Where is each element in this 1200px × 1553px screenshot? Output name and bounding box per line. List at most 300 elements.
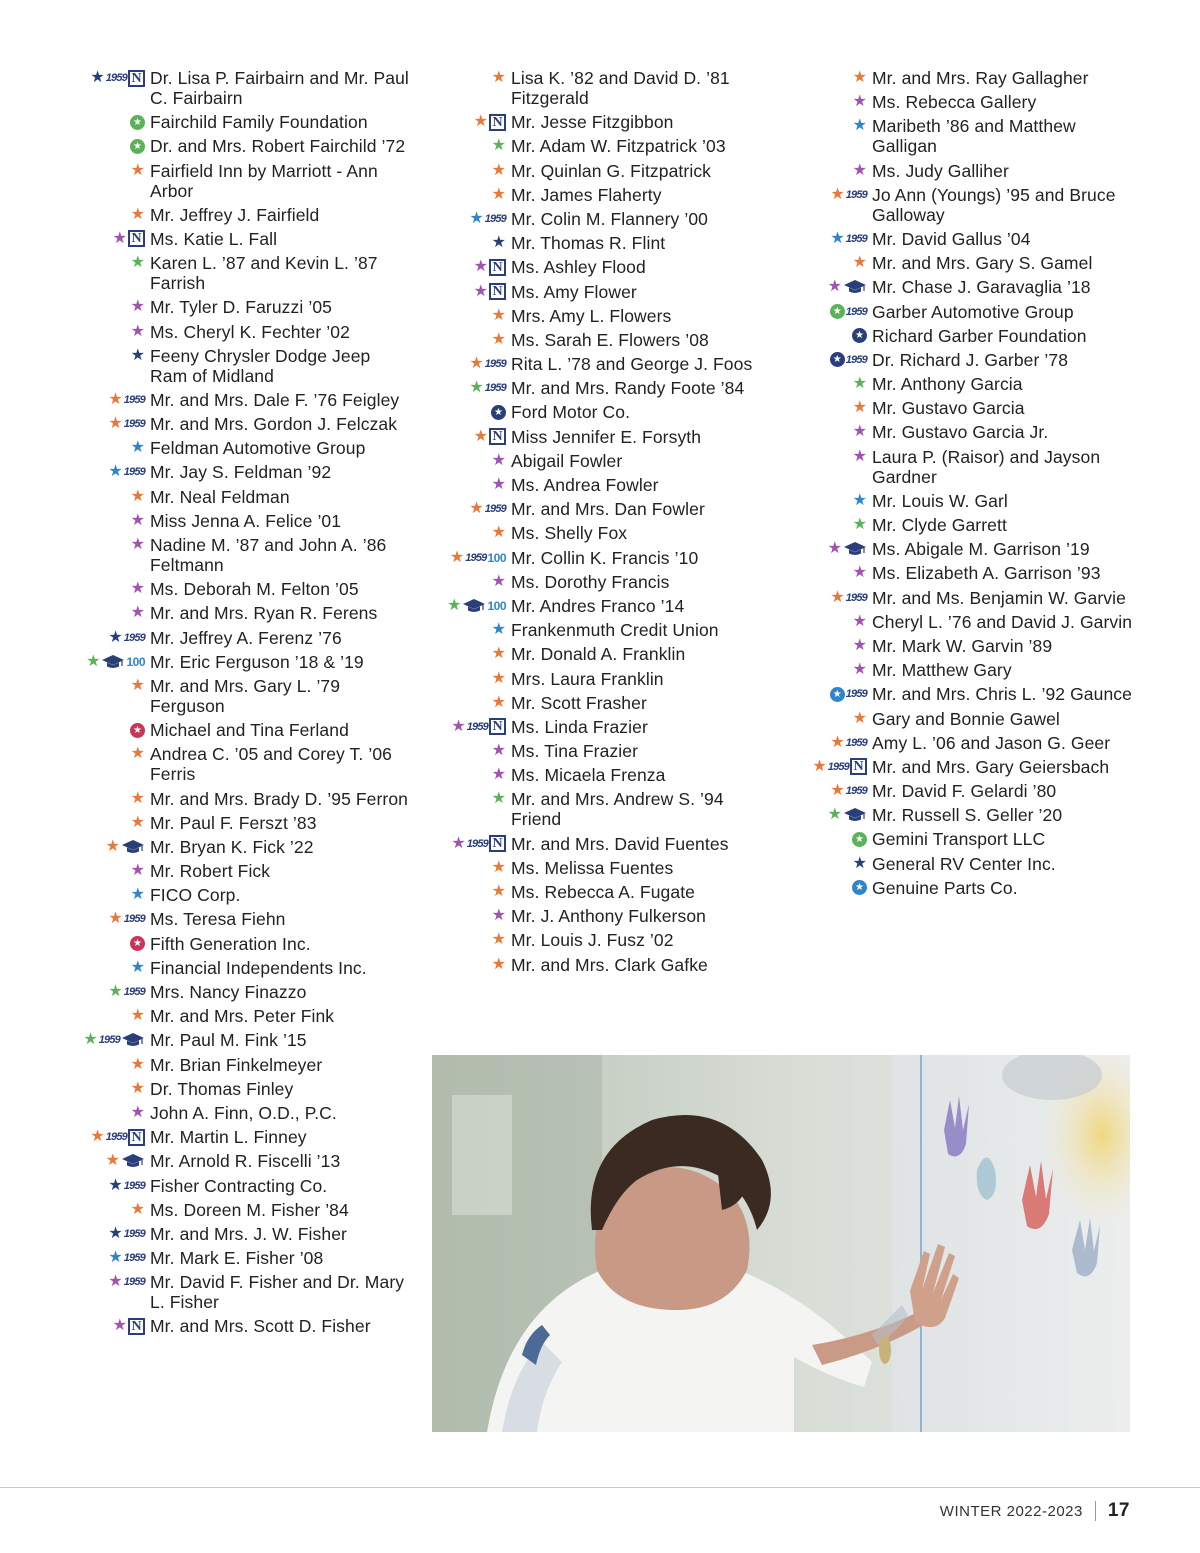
donor-name: Mr. Eric Ferguson ’18 & ’19 (150, 651, 364, 672)
donor-icons (62, 1316, 150, 1336)
donor-entry (62, 982, 412, 1002)
donor-entry (62, 1224, 412, 1244)
1959-society-badge: 1959 (845, 188, 867, 201)
star-icon-orange: ★ (491, 306, 506, 324)
donor-icons (423, 930, 511, 950)
donor-icons (62, 934, 150, 954)
donor-entry (62, 837, 412, 857)
donor-name: Mr. and Mrs. Dale F. ’76 Feigley (150, 389, 400, 410)
graduation-cap-icon (101, 654, 125, 670)
donor-name: Ms. Amy Flower (511, 281, 637, 302)
donor-name: Mr. Robert Fick (150, 861, 271, 882)
100-badge: 100 (487, 598, 506, 613)
donor-icons (784, 709, 872, 729)
donor-entry (62, 1079, 412, 1099)
star-icon-green: ★ (447, 596, 462, 614)
donor-name: Mr. and Mrs. Gary Geiersbach (872, 756, 1110, 777)
donor-entry (423, 427, 773, 447)
star-icon-purple: ★ (852, 612, 867, 630)
donor-name: Rita L. ’78 and George J. Foos (511, 354, 753, 375)
graduation-cap-icon (121, 839, 145, 855)
graduation-cap-icon (843, 807, 867, 823)
donor-name: Genuine Parts Co. (872, 877, 1018, 898)
100-badge: 100 (126, 654, 145, 669)
donor-column-3 (784, 68, 1134, 902)
donor-icons (423, 161, 511, 181)
donor-icons (784, 277, 872, 297)
donor-entry (62, 958, 412, 978)
1959-society-badge: 1959 (484, 503, 506, 516)
donor-icons (784, 757, 872, 777)
donor-name: Maribeth ’86 and Matthew Galligan (872, 116, 1076, 157)
donor-column-2 (423, 68, 773, 979)
1959-society-badge: 1959 (484, 382, 506, 395)
donor-entry (423, 112, 773, 132)
donor-entry (423, 68, 773, 108)
donor-icons (62, 1055, 150, 1075)
donor-icons (62, 885, 150, 905)
donor-name: Amy L. ’06 and Jason G. Geer (872, 732, 1111, 753)
donor-name: Mr. Jeffrey J. Fairfield (150, 204, 320, 225)
donor-icons (62, 535, 150, 555)
star-icon-green: ★ (852, 375, 867, 393)
donor-name: Mr. David F. Gelardi ’80 (872, 781, 1057, 802)
donor-entry (784, 684, 1134, 704)
donor-icons (784, 422, 872, 442)
donor-icons (62, 390, 150, 410)
star-icon-green: ★ (827, 806, 842, 824)
donor-icons (62, 462, 150, 482)
donor-entry (423, 741, 773, 761)
star-icon-orange: ★ (105, 837, 120, 855)
donor-name: Mr. and Mrs. Gary L. ’79 Ferguson (150, 675, 341, 716)
star-icon-purple: ★ (108, 1273, 123, 1291)
donor-icons (784, 350, 872, 370)
star-icon-orange: ★ (105, 1152, 120, 1170)
donor-icons (62, 958, 150, 978)
donor-icons (423, 906, 511, 926)
donor-icons (423, 858, 511, 878)
donor-icons (423, 596, 511, 616)
donor-entry (62, 1316, 412, 1336)
donor-entry (784, 350, 1134, 370)
1959-society-badge: 1959 (466, 720, 488, 733)
star-icon-purple: ★ (130, 298, 145, 316)
donor-name: Mrs. Nancy Finazzo (150, 982, 307, 1002)
donor-name: Mr. Anthony Garcia (872, 374, 1023, 395)
donor-icons (423, 741, 511, 761)
donor-icons (784, 539, 872, 559)
star-icon-orange: ★ (830, 588, 845, 606)
star-icon-blue: ★ (130, 439, 145, 457)
donor-icons (784, 854, 872, 874)
circled-star-icon-green: ★ (830, 304, 845, 319)
donor-icons (62, 1248, 150, 1268)
1959-society-badge: 1959 (98, 1034, 120, 1047)
star-icon-green: ★ (491, 137, 506, 155)
donor-name: Jo Ann (Youngs) ’95 and Bruce Galloway (872, 184, 1116, 225)
1959-society-badge: 1959 (123, 1252, 145, 1265)
star-icon-purple: ★ (473, 258, 488, 276)
donor-icons (423, 765, 511, 785)
donor-icons (62, 68, 150, 88)
star-icon-purple: ★ (451, 717, 466, 735)
donor-entry (423, 693, 773, 713)
star-icon-orange: ★ (830, 782, 845, 800)
donor-icons (423, 209, 511, 229)
donor-icons (784, 684, 872, 704)
1959-society-badge: 1959 (827, 760, 849, 773)
donor-name: Financial Independents Inc. (150, 957, 367, 978)
donor-entry (423, 596, 773, 616)
donor-name: Mr. Gustavo Garcia (872, 398, 1025, 419)
donor-name: Mr. Colin M. Flannery ’00 (511, 208, 709, 229)
donor-entry (62, 511, 412, 531)
star-icon-orange: ★ (108, 415, 123, 433)
donor-name: Miss Jenna A. Felice ’01 (150, 510, 342, 531)
donor-entry (784, 781, 1134, 801)
donor-name: Mr. Gustavo Garcia Jr. (872, 422, 1049, 443)
graduation-cap-icon (843, 279, 867, 295)
donor-entry (423, 789, 773, 829)
donor-name: Fisher Contracting Co. (150, 1175, 328, 1196)
donor-entry (62, 909, 412, 929)
footer-separator (1095, 1501, 1096, 1521)
donor-name: Mr. and Mrs. Chris L. ’92 Gaunce (872, 684, 1132, 705)
donor-entry (62, 1127, 412, 1147)
donor-icons (62, 1151, 150, 1171)
star-icon-orange: ★ (491, 330, 506, 348)
donor-entry (423, 620, 773, 640)
star-icon-green: ★ (86, 652, 101, 670)
donor-entry (784, 302, 1134, 322)
1959-society-badge: 1959 (123, 393, 145, 406)
donor-name: Mr. Bryan K. Fick ’22 (150, 836, 314, 857)
donor-icons (62, 837, 150, 857)
donor-name: Mr. and Ms. Benjamin W. Garvie (872, 587, 1126, 608)
star-icon-orange: ★ (812, 757, 827, 775)
1959-society-badge: 1959 (845, 353, 867, 366)
donor-icons (62, 1200, 150, 1220)
donor-icons (423, 644, 511, 664)
student-handprint-photo (432, 1055, 1130, 1432)
donor-icons (62, 909, 150, 929)
donor-name: Mr. and Mrs. David Fuentes (511, 833, 729, 854)
donor-entry (784, 878, 1134, 898)
donor-name: Mr. and Mrs. Randy Foote ’84 (511, 378, 745, 399)
donor-icons (784, 491, 872, 511)
donor-name: Ms. Katie L. Fall (150, 228, 278, 249)
donor-entry (784, 660, 1134, 680)
donor-icons (62, 253, 150, 273)
n-logo-icon: N (489, 428, 506, 445)
donor-icons (784, 68, 872, 88)
circled-star-icon-navy: ★ (852, 328, 867, 343)
donor-entry (62, 720, 412, 740)
donor-name: Fifth Generation Inc. (150, 933, 311, 954)
donor-entry (423, 499, 773, 519)
donor-name: Mr. Brian Finkelmeyer (150, 1054, 323, 1075)
donor-name: Mr. and Mrs. Andrew S. ’94 Friend (511, 789, 724, 830)
donor-name: Mr. Neal Feldman (150, 486, 290, 507)
donor-entry (62, 535, 412, 575)
star-icon-purple: ★ (473, 282, 488, 300)
graduation-cap-icon (462, 598, 486, 614)
star-icon-purple: ★ (491, 766, 506, 784)
donor-name: Mr. and Mrs. Ray Gallagher (872, 68, 1089, 88)
donor-entry (423, 834, 773, 854)
donor-icons (423, 378, 511, 398)
1959-society-badge: 1959 (123, 913, 145, 926)
donor-entry (423, 765, 773, 785)
donor-icons (784, 563, 872, 583)
donor-entry (423, 858, 773, 878)
donor-entry (62, 1200, 412, 1220)
donor-name: Fairfield Inn by Marriott - Ann Arbor (150, 160, 378, 201)
donor-name: Ms. Linda Frazier (511, 716, 648, 737)
donor-entry (62, 652, 412, 672)
donor-name: Mr. and Mrs. J. W. Fisher (150, 1223, 347, 1244)
donor-name: Mr. David F. Fisher and Dr. Mary L. Fisher (150, 1272, 405, 1313)
donor-entry (784, 398, 1134, 418)
star-icon-purple: ★ (491, 451, 506, 469)
donor-name: Ms. Rebecca A. Fugate (511, 882, 695, 902)
donor-icons (62, 579, 150, 599)
star-icon-purple: ★ (491, 907, 506, 925)
star-icon-purple: ★ (130, 862, 145, 880)
donor-entry (784, 229, 1134, 249)
donor-icons (62, 112, 150, 132)
donor-icons (62, 438, 150, 458)
donor-entry (423, 572, 773, 592)
donor-icons (423, 620, 511, 640)
donor-icons (62, 789, 150, 809)
donor-icons (423, 548, 511, 568)
star-icon-purple: ★ (827, 540, 842, 558)
n-logo-icon: N (128, 1318, 145, 1335)
donor-name: Mr. Matthew Gary (872, 660, 1012, 681)
donor-icons (784, 185, 872, 205)
donor-icons (423, 523, 511, 543)
graduation-cap-icon (843, 541, 867, 557)
donor-name: Mr. and Mrs. Gary S. Gamel (872, 253, 1093, 274)
star-icon-green: ★ (469, 379, 484, 397)
donor-name: Lisa K. ’82 and David D. ’81 Fitzgerald (511, 68, 730, 108)
circled-star-icon-green: ★ (130, 139, 145, 154)
donor-name: Ford Motor Co. (511, 402, 631, 423)
graduation-cap-icon (121, 1032, 145, 1048)
star-icon-orange: ★ (108, 390, 123, 408)
donor-name: Ms. Tina Frazier (511, 741, 639, 762)
donor-entry (423, 669, 773, 689)
donor-icons (423, 136, 511, 156)
donor-icons (423, 572, 511, 592)
donor-name: Ms. Judy Galliher (872, 160, 1009, 181)
star-icon-green: ★ (83, 1031, 98, 1049)
1959-society-badge: 1959 (123, 631, 145, 644)
donor-entry (62, 813, 412, 833)
donor-name: Gemini Transport LLC (872, 829, 1046, 850)
star-icon-purple: ★ (130, 604, 145, 622)
donor-entry (423, 306, 773, 326)
donor-entry (784, 588, 1134, 608)
donor-name: Ms. Ashley Flood (511, 257, 646, 278)
donor-entry (784, 805, 1134, 825)
donor-name: Mr. Donald A. Franklin (511, 644, 686, 665)
donor-entry (423, 233, 773, 253)
donor-icons (784, 253, 872, 273)
donor-entry (784, 116, 1134, 156)
donor-name: Fairchild Family Foundation (150, 112, 368, 133)
donor-name: Mr. Andres Franco ’14 (511, 595, 685, 616)
donor-entry (62, 68, 412, 108)
donor-icons (62, 322, 150, 342)
donor-name: Mr. and Mrs. Clark Gafke (511, 954, 708, 975)
1959-society-badge: 1959 (845, 785, 867, 798)
star-icon-purple: ★ (852, 423, 867, 441)
donor-name: Mr. Scott Frasher (511, 692, 647, 713)
star-icon-orange: ★ (491, 185, 506, 203)
donor-name: Abigail Fowler (511, 450, 623, 471)
1959-society-badge: 1959 (845, 305, 867, 318)
donor-icons (423, 669, 511, 689)
star-icon-blue: ★ (830, 229, 845, 247)
star-icon-blue: ★ (108, 1249, 123, 1267)
donor-name: Ms. Micaela Frenza (511, 765, 666, 786)
donor-entry (62, 253, 412, 293)
donor-entry (423, 548, 773, 568)
donor-entry (62, 1006, 412, 1026)
star-icon-orange: ★ (491, 161, 506, 179)
donor-entry (62, 579, 412, 599)
star-icon-purple: ★ (130, 1103, 145, 1121)
donor-icons (423, 185, 511, 205)
star-icon-orange: ★ (130, 1007, 145, 1025)
donor-icons (62, 1030, 150, 1050)
donor-name: Cheryl L. ’76 and David J. Garvin (872, 611, 1133, 632)
star-icon-orange: ★ (130, 1200, 145, 1218)
donor-name: Mr. James Flaherty (511, 184, 662, 205)
donor-entry (423, 378, 773, 398)
star-icon-orange: ★ (90, 1128, 105, 1146)
donor-icons (62, 297, 150, 317)
star-icon-orange: ★ (130, 161, 145, 179)
donor-icons (784, 92, 872, 112)
star-icon-green: ★ (491, 790, 506, 808)
donor-name: Ms. Rebecca Gallery (872, 92, 1037, 113)
donor-entry (784, 68, 1134, 88)
1959-society-badge: 1959 (484, 358, 506, 371)
graduation-cap-icon (121, 1153, 145, 1169)
donor-entry (784, 854, 1134, 874)
donor-name: Mr. Collin K. Francis ’10 (511, 547, 699, 568)
star-icon-purple: ★ (130, 536, 145, 553)
star-icon-orange: ★ (491, 955, 506, 973)
donor-name: Mr. Paul F. Ferszt ’83 (150, 812, 317, 833)
donor-icons (423, 233, 511, 253)
donor-entry (784, 515, 1134, 535)
donor-name: Ms. Doreen M. Fisher ’84 (150, 1199, 349, 1220)
donor-icons (423, 112, 511, 132)
donor-name: Feldman Automotive Group (150, 438, 366, 459)
donor-icons (62, 1006, 150, 1026)
donor-name: Garber Automotive Group (872, 301, 1074, 322)
star-icon-purple: ★ (112, 229, 127, 247)
donor-icons (62, 1272, 150, 1292)
donor-icons (423, 834, 511, 854)
donor-entry (62, 1176, 412, 1196)
star-icon-navy: ★ (90, 69, 105, 86)
donor-icons (784, 229, 872, 249)
donor-name: FICO Corp. (150, 885, 241, 906)
donor-icons (62, 1224, 150, 1244)
star-icon-blue: ★ (130, 886, 145, 904)
1959-society-badge: 1959 (105, 72, 127, 84)
circled-star-icon-green: ★ (852, 832, 867, 847)
star-icon-purple: ★ (451, 834, 466, 852)
donor-name: Mr. Jay S. Feldman ’92 (150, 462, 332, 483)
1959-society-badge: 1959 (465, 551, 487, 564)
donor-entry (423, 717, 773, 737)
donor-entry (62, 322, 412, 342)
donor-entry (784, 612, 1134, 632)
donor-icons (784, 612, 872, 632)
donor-icons (62, 136, 150, 156)
donor-name: Mr. and Mrs. Peter Fink (150, 1006, 335, 1027)
donor-icons (423, 451, 511, 471)
star-icon-orange: ★ (469, 500, 484, 518)
star-icon-orange: ★ (108, 910, 123, 928)
donor-entry (423, 451, 773, 471)
donor-name: Mr. and Mrs. Ryan R. Ferens (150, 603, 378, 624)
donor-icons (62, 414, 150, 434)
donor-name: Mr. Jeffrey A. Ferenz ’76 (150, 627, 342, 648)
donor-entry (784, 491, 1134, 511)
donor-entry (423, 330, 773, 350)
donor-name: Ms. Andrea Fowler (511, 475, 659, 495)
donor-icons (784, 398, 872, 418)
donor-name: Ms. Dorothy Francis (511, 571, 670, 592)
donor-entry (423, 136, 773, 156)
donor-entry (423, 257, 773, 277)
star-icon-orange: ★ (491, 883, 506, 900)
page-footer (940, 1500, 1130, 1522)
donor-name: Feeny Chrysler Dodge Jeep Ram of Midland (150, 345, 371, 386)
donor-icons (62, 676, 150, 696)
donor-entry (423, 475, 773, 495)
n-logo-icon: N (489, 835, 506, 852)
donor-icons (784, 515, 872, 535)
1959-society-badge: 1959 (845, 591, 867, 604)
star-icon-navy: ★ (852, 854, 867, 872)
donor-name: Ms. Shelly Fox (511, 523, 628, 544)
donor-icons (62, 813, 150, 833)
donor-name: Mr. Thomas R. Flint (511, 233, 666, 254)
donor-icons (423, 499, 511, 519)
star-icon-orange: ★ (491, 524, 506, 542)
donor-icons (784, 781, 872, 801)
donor-icons (62, 1127, 150, 1147)
star-icon-purple: ★ (852, 93, 867, 111)
donor-icons (423, 282, 511, 302)
donor-name: Mr. Adam W. Fitzpatrick ’03 (511, 136, 726, 157)
donor-icons (423, 354, 511, 374)
donor-icons (784, 447, 872, 467)
donor-entry (423, 955, 773, 975)
donor-name: Mr. J. Anthony Fulkerson (511, 906, 706, 927)
donor-icons (62, 511, 150, 531)
n-logo-icon: N (489, 259, 506, 276)
